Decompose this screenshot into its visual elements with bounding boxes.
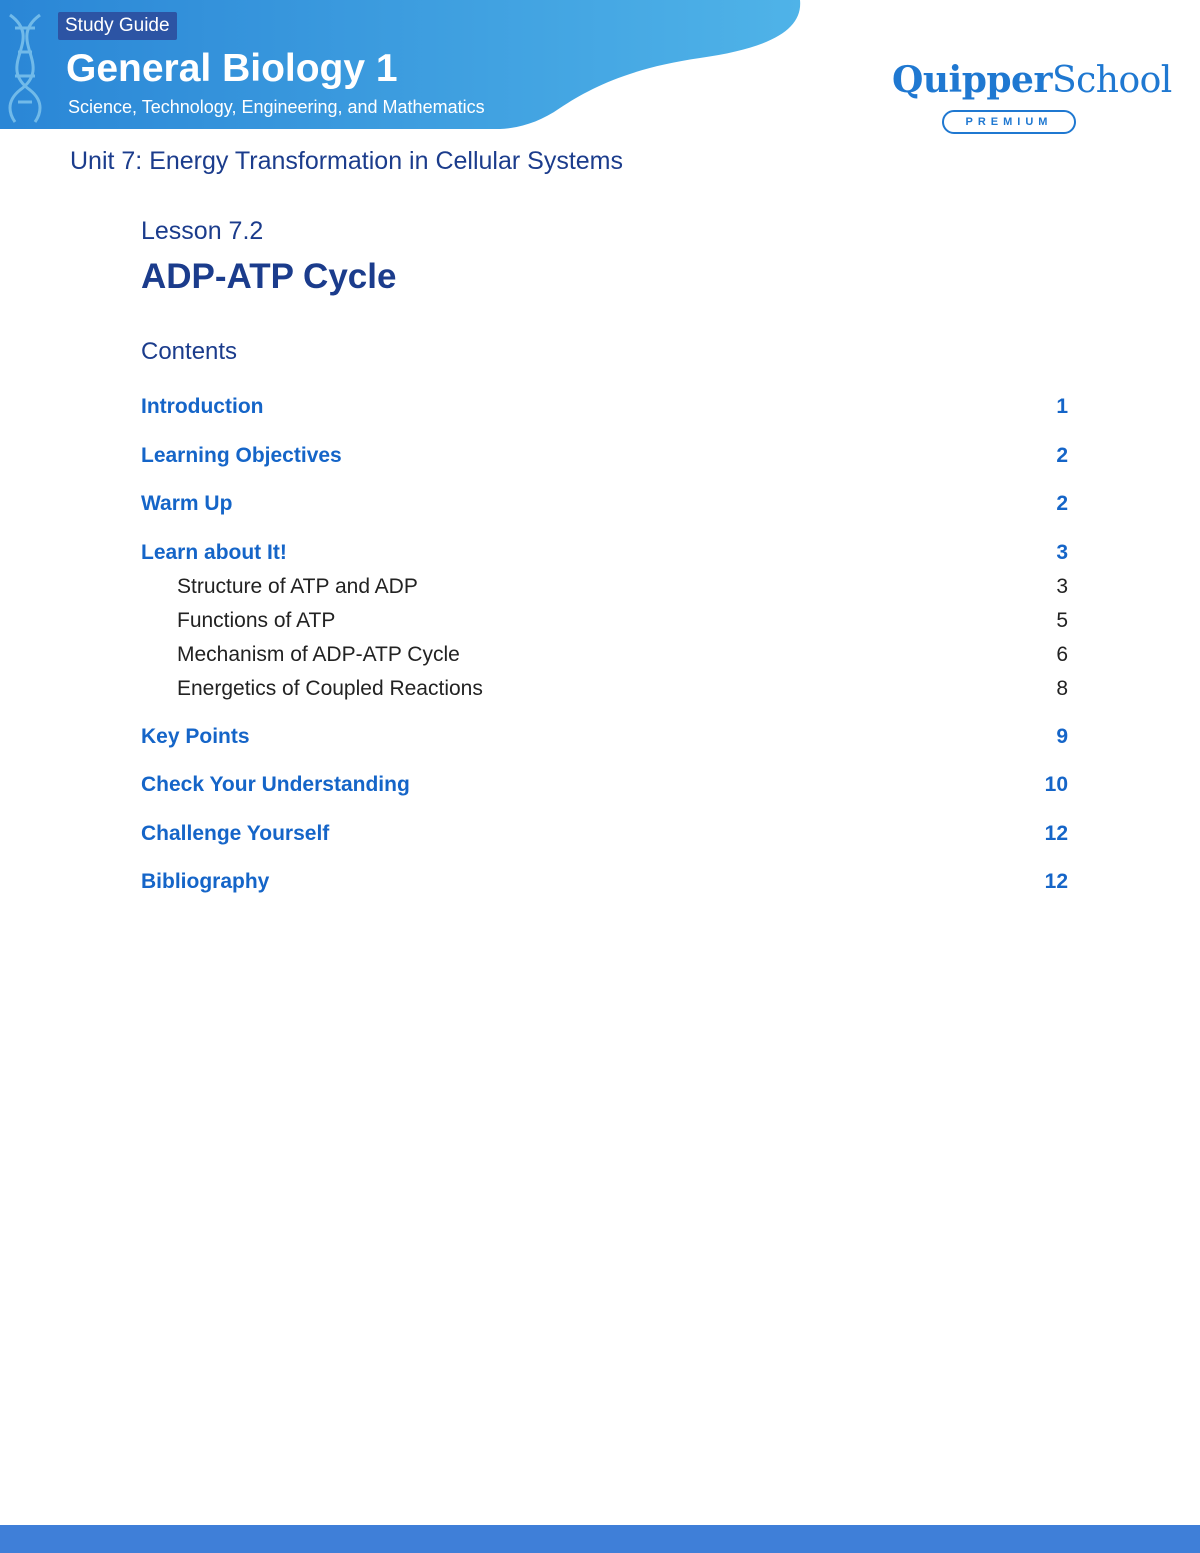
lesson-label: Lesson 7.2 bbox=[141, 217, 264, 245]
toc-item-label: Introduction bbox=[141, 395, 264, 418]
toc-item-page: 3 bbox=[1056, 541, 1068, 564]
logo-premium-tag: PREMIUM bbox=[942, 110, 1076, 134]
toc-item-label: Learn about It! bbox=[141, 541, 287, 564]
toc-item-learn-about-it[interactable] bbox=[141, 538, 1068, 568]
dna-helix-icon bbox=[0, 10, 55, 125]
toc-item-label: Key Points bbox=[141, 725, 250, 748]
toc-item-page: 10 bbox=[1044, 773, 1068, 796]
toc-item-challenge-yourself[interactable] bbox=[141, 819, 1068, 849]
toc-item-page: 5 bbox=[1056, 609, 1068, 632]
course-subtitle: Science, Technology, Engineering, and Mathematics bbox=[68, 97, 485, 117]
lesson-title: ADP-ATP Cycle bbox=[141, 257, 397, 296]
footer-bar bbox=[0, 1525, 1200, 1553]
toc-item-learning-objectives[interactable] bbox=[141, 441, 1068, 471]
toc-subitem-energetics-of-coupled-reactions[interactable] bbox=[141, 674, 1068, 704]
toc-item-label: Functions of ATP bbox=[177, 609, 336, 632]
toc-item-label: Mechanism of ADP-ATP Cycle bbox=[177, 643, 460, 666]
toc-item-label: Learning Objectives bbox=[141, 444, 342, 467]
toc-item-key-points[interactable] bbox=[141, 722, 1068, 752]
toc-subitem-functions-of-atp[interactable] bbox=[141, 606, 1068, 636]
logo-brand-first: Quipper bbox=[892, 59, 1052, 101]
toc-item-check-your-understanding[interactable] bbox=[141, 770, 1068, 800]
toc-item-warm-up[interactable] bbox=[141, 489, 1068, 519]
toc-item-page: 1 bbox=[1056, 395, 1068, 418]
toc-item-page: 12 bbox=[1044, 870, 1068, 893]
toc-item-label: Bibliography bbox=[141, 870, 270, 893]
logo-wordmark bbox=[892, 58, 1172, 103]
toc-item-page: 2 bbox=[1056, 492, 1068, 515]
toc-item-page: 9 bbox=[1056, 725, 1068, 748]
toc-item-label: Energetics of Coupled Reactions bbox=[177, 677, 483, 700]
study-guide-badge: Study Guide bbox=[58, 12, 177, 40]
quipper-school-logo bbox=[892, 58, 1172, 138]
logo-brand-second: School bbox=[1051, 60, 1172, 101]
contents-heading: Contents bbox=[141, 338, 238, 365]
toc-item-page: 12 bbox=[1044, 822, 1068, 845]
toc-item-label: Challenge Yourself bbox=[141, 822, 330, 845]
toc-item-introduction[interactable] bbox=[141, 392, 1068, 422]
course-title: General Biology 1 bbox=[66, 47, 398, 90]
toc-item-label: Warm Up bbox=[141, 492, 233, 515]
toc-item-page: 3 bbox=[1056, 575, 1068, 598]
toc-item-page: 6 bbox=[1056, 643, 1068, 666]
toc-subitem-structure-of-atp-and-adp[interactable] bbox=[141, 572, 1068, 602]
toc-item-page: 2 bbox=[1056, 444, 1068, 467]
toc-item-label: Structure of ATP and ADP bbox=[177, 575, 418, 598]
toc-subitem-mechanism-of-adp-atp-cycle[interactable] bbox=[141, 640, 1068, 670]
toc-item-page: 8 bbox=[1056, 677, 1068, 700]
toc-item-label: Check Your Understanding bbox=[141, 773, 410, 796]
toc-item-bibliography[interactable] bbox=[141, 867, 1068, 897]
unit-title: Unit 7: Energy Transformation in Cellular Systems bbox=[70, 147, 623, 175]
